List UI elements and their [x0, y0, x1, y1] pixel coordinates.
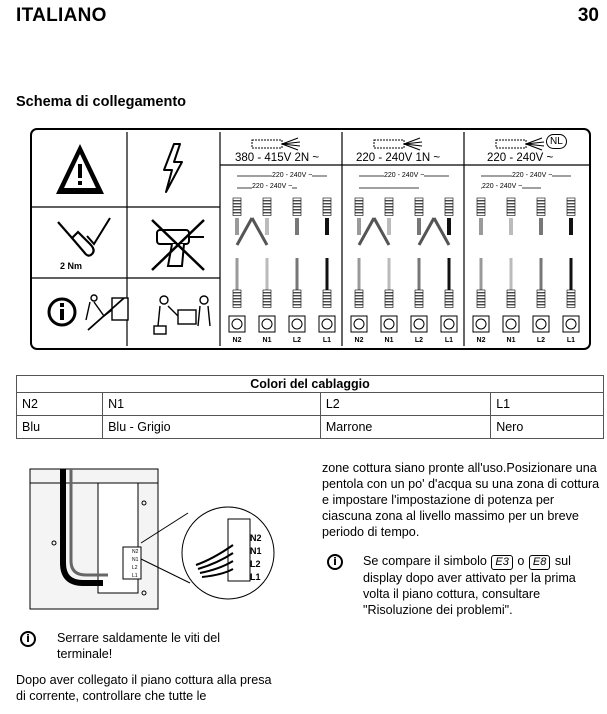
wire-ferrule — [323, 305, 331, 308]
wire-ferrule — [263, 201, 271, 204]
wire-ferrule — [385, 204, 393, 207]
wire-ferrule — [507, 296, 515, 299]
paragraph-left: Dopo aver collegato il piano cottura alla presa di corrente, controllare che tutte le — [16, 673, 272, 703]
wire-ferrule — [415, 207, 423, 210]
wire-ferrule — [263, 296, 271, 299]
wire-ferrule — [323, 299, 331, 302]
terminal-screw-head — [566, 319, 576, 329]
panel-2-inner-voltage: 220 - 240V ~ — [384, 172, 425, 179]
wire-ferrule — [477, 207, 485, 210]
inset-label-n2: N2 — [250, 533, 262, 543]
wire-ferrule — [567, 290, 575, 293]
bridge-wire — [419, 218, 449, 245]
wire-ferrule — [355, 207, 363, 210]
wire-ferrule — [293, 302, 301, 305]
table-row — [17, 416, 604, 439]
inset-label-l1: L1 — [250, 572, 261, 582]
cable-wires — [282, 138, 300, 150]
language-header: ITALIANO — [16, 5, 107, 26]
wire-ferrule — [507, 207, 515, 210]
note-screws: Serrare saldamente le viti del terminale! — [57, 631, 221, 661]
screwdriver-torque-icon — [58, 218, 110, 256]
wire-ferrule — [293, 299, 301, 302]
wire-ferrule — [355, 201, 363, 204]
wire-ferrule — [477, 201, 485, 204]
no-power-drill-icon — [152, 220, 204, 270]
wire-ferrule — [507, 204, 515, 207]
wire-ferrule — [233, 198, 241, 201]
wire-ferrule — [415, 293, 423, 296]
wire-ferrule — [323, 293, 331, 296]
wire-ferrule — [323, 204, 331, 207]
wire-ferrule — [537, 201, 545, 204]
wire-ferrule — [293, 305, 301, 308]
wire-ferrule — [233, 213, 241, 216]
note-display-text-1: Se compare il simbolo — [363, 554, 487, 568]
wire-ferrule — [507, 213, 515, 216]
wire-ferrule — [385, 210, 393, 213]
panel-1-inner-voltage: 220 - 240V ~ — [252, 183, 293, 190]
wire-ferrule — [355, 213, 363, 216]
wire-ferrule — [263, 213, 271, 216]
inset-label-n1: N1 — [250, 546, 262, 556]
wire-ferrule — [385, 296, 393, 299]
wire-ferrule — [385, 198, 393, 201]
wire-ferrule — [415, 302, 423, 305]
wire-ferrule — [567, 305, 575, 308]
wire-ferrule — [233, 204, 241, 207]
wire-ferrule — [445, 210, 453, 213]
cable-icon — [496, 140, 526, 148]
panel-1-voltage: 380 - 415V 2N ~ — [235, 152, 320, 164]
table-caption: Colori del cablaggio — [17, 376, 604, 393]
wire-ferrule — [477, 296, 485, 299]
wire-ferrule — [355, 305, 363, 308]
wire-ferrule — [293, 198, 301, 201]
panel-2-voltage: 220 - 240V 1N ~ — [356, 152, 441, 164]
terminal-label: N1 — [262, 337, 272, 344]
terminal-block-illustration — [28, 463, 278, 613]
inset-label-l2: L2 — [250, 559, 261, 569]
wire-ferrule — [567, 213, 575, 216]
terminal-label: N2 — [232, 337, 242, 344]
wire-ferrule — [415, 305, 423, 308]
wire-ferrule — [385, 201, 393, 204]
wire-ferrule — [355, 198, 363, 201]
wire-ferrule — [567, 299, 575, 302]
wire-ferrule — [385, 293, 393, 296]
wire-ferrule — [477, 305, 485, 308]
wire-ferrule — [477, 204, 485, 207]
wire-ferrule — [567, 210, 575, 213]
terminal-label: L2 — [292, 337, 302, 344]
wire-ferrule — [293, 210, 301, 213]
info-icon: i — [327, 554, 343, 570]
wire-ferrule — [355, 299, 363, 302]
wire-ferrule — [567, 198, 575, 201]
wire-ferrule — [263, 204, 271, 207]
wire-ferrule — [507, 305, 515, 308]
wire-ferrule — [567, 204, 575, 207]
terminal-label: L2 — [536, 337, 546, 344]
wire-ferrule — [415, 201, 423, 204]
wire-ferrule — [477, 198, 485, 201]
cable-icon — [374, 140, 404, 148]
wire-ferrule — [445, 296, 453, 299]
cable-wires — [526, 138, 544, 150]
wire-ferrule — [445, 305, 453, 308]
panel-1-outer-voltage: 220 - 240V ~ — [272, 172, 313, 179]
wire-ferrule — [293, 296, 301, 299]
wire-ferrule — [293, 207, 301, 210]
wire-ferrule — [415, 296, 423, 299]
section-title: Schema di collegamento — [16, 94, 187, 110]
table-cell: Marrone — [320, 416, 490, 439]
page-number: 30 — [577, 5, 599, 26]
wire-ferrule — [537, 198, 545, 201]
wire-ferrule — [477, 299, 485, 302]
installer-hands-icon — [86, 295, 128, 330]
table-header-cell: N2 — [17, 393, 103, 416]
info-icon: i — [20, 631, 36, 647]
wire-ferrule — [263, 210, 271, 213]
svg-text:L1: L1 — [132, 573, 138, 579]
wire-ferrule — [385, 299, 393, 302]
wire-ferrule — [537, 296, 545, 299]
wire-ferrule — [477, 210, 485, 213]
wire-ferrule — [293, 204, 301, 207]
svg-text:N1: N1 — [132, 557, 139, 563]
warning-triangle-icon — [56, 144, 104, 194]
wire-ferrule — [415, 299, 423, 302]
terminal-label: N2 — [354, 337, 364, 344]
wire-ferrule — [415, 290, 423, 293]
terminal-label: N1 — [506, 337, 516, 344]
wire-ferrule — [323, 213, 331, 216]
wire-ferrule — [385, 290, 393, 293]
wire-ferrule — [263, 207, 271, 210]
panel-3-outer-voltage: 220 - 240V ~ — [512, 172, 553, 179]
bridge-wire — [359, 218, 389, 245]
wire-ferrule — [477, 302, 485, 305]
bridge-wire — [237, 218, 267, 245]
terminal-screw-head — [292, 319, 302, 329]
two-persons-icon — [154, 296, 210, 334]
wire-ferrule — [445, 293, 453, 296]
wire-ferrule — [323, 296, 331, 299]
info-icon — [49, 299, 75, 325]
wire-ferrule — [233, 290, 241, 293]
cable-icon — [252, 140, 282, 148]
wire-ferrule — [507, 299, 515, 302]
wire-ferrule — [263, 290, 271, 293]
wire-ferrule — [323, 302, 331, 305]
wire-ferrule — [415, 204, 423, 207]
wire-ferrule — [233, 293, 241, 296]
lightning-bolt-icon — [164, 144, 182, 192]
wire-ferrule — [445, 207, 453, 210]
terminal-label: L1 — [322, 337, 332, 344]
wire-ferrule — [445, 201, 453, 204]
terminal-screw-head — [414, 319, 424, 329]
table-cell: Nero — [491, 416, 604, 439]
wire-ferrule — [233, 207, 241, 210]
wire-ferrule — [263, 302, 271, 305]
wire-ferrule — [537, 293, 545, 296]
wire-ferrule — [537, 299, 545, 302]
terminal-screw-head — [476, 319, 486, 329]
wire-ferrule — [537, 305, 545, 308]
wire-ferrule — [567, 296, 575, 299]
wire-ferrule — [355, 290, 363, 293]
wire-ferrule — [537, 302, 545, 305]
terminal-label: L1 — [566, 337, 576, 344]
svg-text:N2: N2 — [132, 549, 139, 555]
wire-ferrule — [477, 213, 485, 216]
wire-ferrule — [263, 299, 271, 302]
wire-ferrule — [537, 204, 545, 207]
error-code-e3: E3 — [491, 555, 512, 570]
wiring-diagram — [30, 128, 591, 350]
wire-ferrule — [385, 305, 393, 308]
table-header-cell: L1 — [491, 393, 604, 416]
terminal-screw-head — [506, 319, 516, 329]
wire-ferrule — [567, 302, 575, 305]
wire-ferrule — [507, 302, 515, 305]
wire-ferrule — [323, 290, 331, 293]
wire-ferrule — [323, 207, 331, 210]
wire-ferrule — [507, 198, 515, 201]
wire-ferrule — [233, 201, 241, 204]
wire-ferrule — [385, 213, 393, 216]
terminal-label: L2 — [414, 337, 424, 344]
paragraph-right: zone cottura siano pronte all'uso.Posizionare una pentola con un po' d'acqua su una zona di cottura e impostare l'impostazione di potenza per ciascuna zona al livello massimo per un breve periodo di tempo. — [322, 461, 600, 539]
wire-ferrule — [355, 302, 363, 305]
terminal-label: N2 — [476, 337, 486, 344]
table-header-cell: N1 — [103, 393, 321, 416]
wire-ferrule — [537, 210, 545, 213]
error-code-e8: E8 — [529, 555, 550, 570]
terminal-screw-head — [354, 319, 364, 329]
wire-ferrule — [263, 293, 271, 296]
table-cell: Blu - Grigio — [103, 416, 321, 439]
wire-ferrule — [415, 198, 423, 201]
terminal-screw-head — [444, 319, 454, 329]
terminal-label: N1 — [384, 337, 394, 344]
nl-badge: NL — [546, 134, 567, 149]
wire-ferrule — [323, 201, 331, 204]
note-display — [363, 553, 595, 618]
wire-ferrule — [537, 290, 545, 293]
wire-ferrule — [263, 198, 271, 201]
note-display-or: o — [517, 554, 525, 568]
wire-ferrule — [355, 296, 363, 299]
wire-ferrule — [385, 302, 393, 305]
wire-ferrule — [293, 201, 301, 204]
wire-ferrule — [233, 299, 241, 302]
wire-ferrule — [323, 210, 331, 213]
wire-ferrule — [537, 213, 545, 216]
wire-ferrule — [567, 207, 575, 210]
terminal-screw-head — [322, 319, 332, 329]
torque-label: 2 Nm — [60, 261, 83, 271]
wire-ferrule — [263, 305, 271, 308]
wire-ferrule — [293, 290, 301, 293]
wire-ferrule — [477, 293, 485, 296]
wire-ferrule — [445, 204, 453, 207]
wire-ferrule — [233, 210, 241, 213]
wire-ferrule — [233, 296, 241, 299]
wiring-colors-table — [16, 375, 604, 439]
wire-ferrule — [323, 198, 331, 201]
panel-3-inner-voltage: 220 - 240V ~ — [482, 183, 523, 190]
terminal-screw-head — [232, 319, 242, 329]
terminal-screw-head — [384, 319, 394, 329]
wire-ferrule — [233, 305, 241, 308]
wire-ferrule — [445, 213, 453, 216]
table-header-cell: L2 — [320, 393, 490, 416]
svg-text:L2: L2 — [132, 565, 138, 571]
wire-ferrule — [415, 213, 423, 216]
wire-ferrule — [445, 290, 453, 293]
table-cell: Blu — [17, 416, 103, 439]
cable-wires — [404, 138, 422, 150]
terminal-screw-head — [262, 319, 272, 329]
note-display-text-2: sul display dopo aver attivato per la prima volta il piano cottura, consultare "Risoluzione dei problemi". — [363, 554, 576, 617]
wire-ferrule — [507, 201, 515, 204]
wire-ferrule — [415, 210, 423, 213]
wire-ferrule — [233, 302, 241, 305]
terminal-screw-head — [536, 319, 546, 329]
wire-ferrule — [477, 290, 485, 293]
wire-ferrule — [293, 213, 301, 216]
wire-ferrule — [385, 207, 393, 210]
panel-3-voltage: 220 - 240V ~ — [487, 152, 554, 164]
wire-ferrule — [567, 201, 575, 204]
wire-ferrule — [293, 293, 301, 296]
wire-ferrule — [355, 204, 363, 207]
table-header-row — [17, 393, 604, 416]
wire-ferrule — [355, 293, 363, 296]
wire-ferrule — [507, 290, 515, 293]
wire-ferrule — [355, 210, 363, 213]
wire-ferrule — [445, 198, 453, 201]
wire-ferrule — [567, 293, 575, 296]
wire-ferrule — [445, 299, 453, 302]
wire-ferrule — [507, 293, 515, 296]
wire-ferrule — [445, 302, 453, 305]
wire-ferrule — [507, 210, 515, 213]
wire-ferrule — [537, 207, 545, 210]
terminal-label: L1 — [444, 337, 454, 344]
